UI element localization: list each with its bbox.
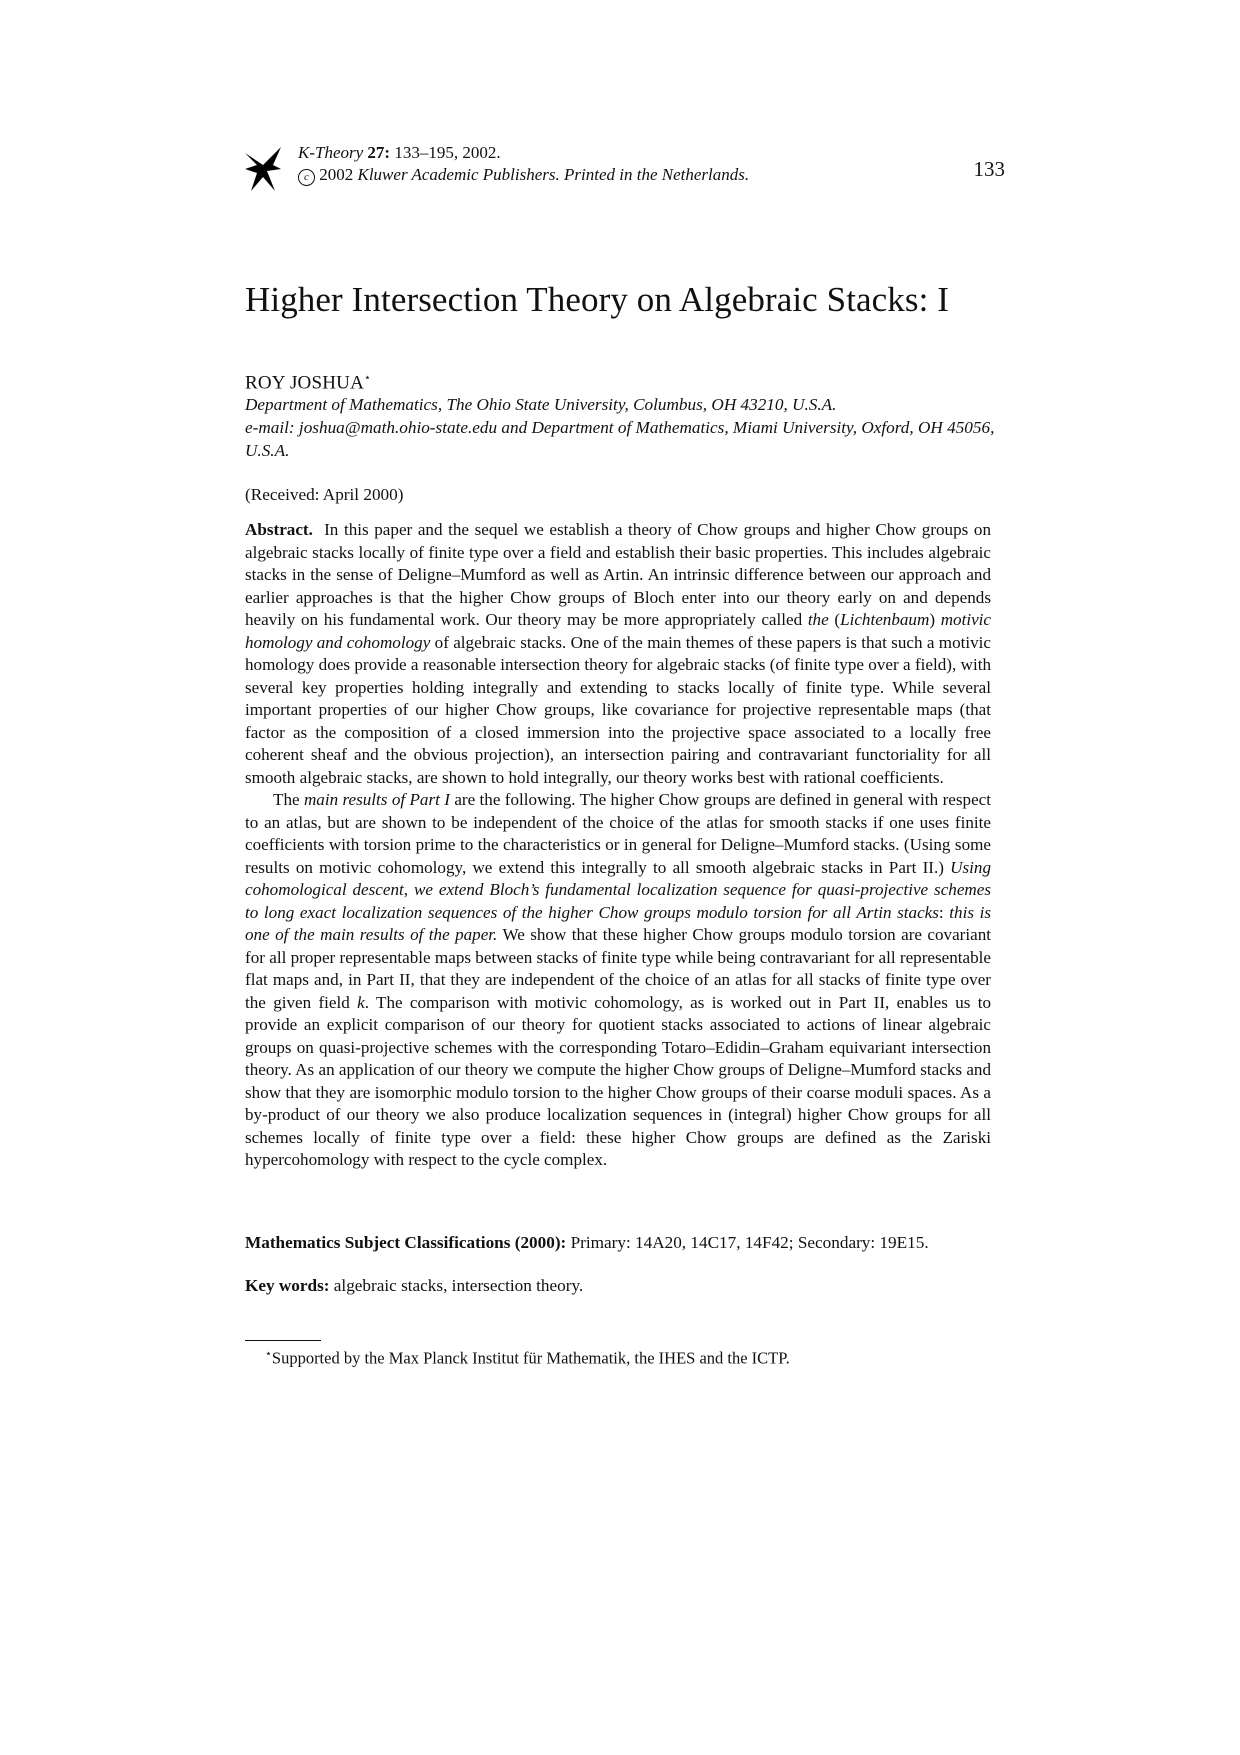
journal-citation (298, 142, 749, 164)
author (245, 371, 371, 394)
footnote (265, 1347, 790, 1369)
journal-info (298, 142, 749, 186)
abstract-p1-paren-open: ( (834, 610, 841, 629)
copyright-year: 2002 (319, 165, 354, 184)
abstract-p2-text-3: We show that these higher Chow groups modulo torsion are covariant for all proper representable maps between stacks of finite type while being contravariant for all representable flat maps and, in Part II, that they are independent of the choice of an atlas for all stacks of finite type over the given field (245, 925, 991, 1012)
keywords-label: Key words: (245, 1276, 330, 1295)
abstract-p1-emph-lichtenbaum: Lichtenbaum (840, 610, 930, 629)
abstract-p2-emph-main-results: main results of Part I (303, 790, 450, 809)
msc-label: Mathematics Subject Classifications (2000): (245, 1233, 567, 1252)
abstract-p1-text: In this paper and the sequel we establish a theory of Chow groups and higher Chow groups on algebraic stacks locally of finite type over a field and establish their basic properties. This includes algebraic stacks in the sense of Deligne–Mumford as well as Artin. An intrinsic difference between our approach and earlier approaches is that the higher Chow groups of Bloch enter into our theory early on and depends heavily on his fundamental work. Our theory may be more appropriately called (245, 520, 991, 629)
copyright-line (298, 164, 749, 186)
affiliation-line-1: Department of Mathematics, The Ohio State University, Columbus, OH 43210, U.S.A. (245, 395, 837, 414)
printed-location: Printed in the Netherlands. (564, 165, 750, 184)
journal-volume: 27: (367, 143, 391, 162)
copyright-icon: c (298, 169, 315, 186)
footnote-mark: ⋆ (265, 1348, 272, 1360)
abstract-p2-text-2: are the following. The higher Chow groups are defined in general with respect to an atlas, but are shown to be independent of the choice of the atlas for smooth stacks if one uses finite coefficients with torsion prime to the characteristics or in general for Deligne–Mumford stacks. (Using some results on motivic cohomology, we extend this integrally to all smooth algebraic stacks in Part II.) (245, 790, 991, 877)
abstract-p2-text: The (273, 790, 300, 809)
abstract-paragraph-2 (245, 789, 991, 1172)
keywords (245, 1276, 583, 1296)
affiliation (245, 393, 1005, 462)
abstract-p1-emph-the: the (807, 610, 829, 629)
abstract-p1-text-rest: of algebraic stacks. One of the main themes of these papers is that such a motivic homology does provide a reasonable intersection theory for algebraic stacks (of finite type over a field), with several key properties holding integrally and extending to stacks locally of finite type. While several important properties of our higher Chow groups, like covariance for projective representable maps (that factor as the composition of a closed immersion into the projective space associated to a locally free coherent sheaf and the obvious projection), an intersection pairing and contravariant functoriality for all smooth algebraic stacks, are shown to hold integrally, our theory works best with rational coefficients. (245, 632, 992, 787)
abstract (245, 519, 991, 1172)
abstract-p2-emph-descent: Using cohomological descent (245, 857, 991, 899)
page-number: 133 (973, 157, 1005, 181)
publisher-logo-icon (245, 147, 281, 191)
abstract-label: Abstract. (245, 520, 313, 539)
abstract-p2-field-k: k (357, 992, 365, 1012)
affiliation-line-2: e-mail: joshua@math.ohio-state.edu and Department of Mathematics, Miami University, Oxford, OH 45056, U.S.A. (245, 418, 995, 460)
abstract-p2-text-4: . The comparison with motivic cohomology, as is worked out in Part II, enables us to provide an explicit comparison of our theory for quotient stacks associated to actions of linear algebraic groups on quasi-projective schemes with the corresponding Totaro–Edidin–Graham equivariant intersection theory. As an application of our theory we compute the higher Chow groups of Deligne–Mumford stacks and show that they are isomorphic modulo torsion to the higher Chow groups of their coarse moduli spaces. As a by-product of our theory we also produce localization sequences in (integral) higher Chow groups for all schemes locally of finite type over a field: these higher Chow groups are defined as the Zariski hypercohomology with respect to the cycle complex. (245, 992, 992, 1169)
abstract-p2-emph-localization: we extend Bloch’s fundamental localization sequence for quasi-projective schemes to long exact localization sequences of the higher Chow groups modulo torsion for all Artin stacks (245, 880, 992, 922)
msc-value: Primary: 14A20, 14C17, 14F42; Secondary: 19E15. (570, 1233, 929, 1252)
author-name: ROY JOSHUA (245, 372, 365, 394)
journal-header (245, 142, 1005, 192)
author-footnote-mark: ⋆ (364, 372, 372, 384)
keywords-value: algebraic stacks, intersection theory. (333, 1276, 584, 1295)
journal-pages-year: 133–195, 2002. (394, 143, 501, 162)
abstract-p1-paren-close: ) (929, 610, 936, 629)
footnote-divider (245, 1340, 321, 1341)
received-date: (Received: April 2000) (245, 485, 404, 504)
publisher-name: Kluwer Academic Publishers. (357, 165, 560, 184)
abstract-p2-colon: : (938, 902, 944, 922)
paper-title: Higher Intersection Theory on Algebraic Stacks: I (245, 280, 950, 319)
subject-classifications (245, 1233, 929, 1253)
abstract-p2-emph-main-result: this is one of the main results of the paper. (245, 902, 991, 944)
abstract-paragraph-1 (245, 519, 991, 789)
footnote-text: Supported by the Max Planck Institut für Mathematik, the IHES and the ICTP. (271, 1348, 790, 1368)
abstract-p2-comma: , (403, 880, 409, 899)
abstract-p1-emph-motivic: motivic homology and cohomology (245, 610, 992, 652)
journal-name: K-Theory (298, 143, 364, 162)
